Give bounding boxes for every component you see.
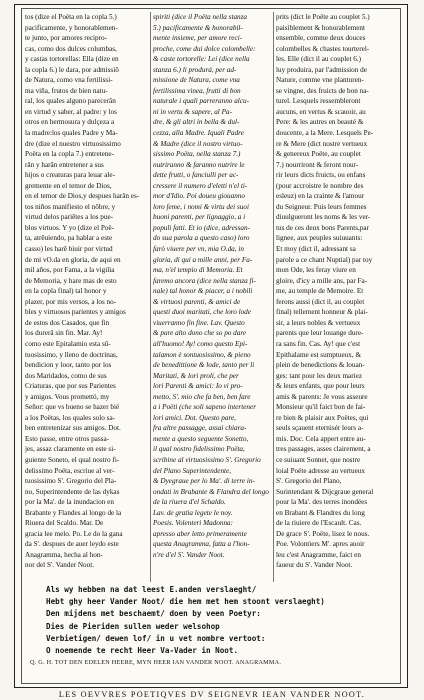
spanish-text-line: la copla 6.) le dara, por admissiõ — [25, 65, 119, 74]
italian-text-line: nutriranno & faranno nutrire le — [153, 160, 245, 169]
italian-text-line: questi duoi maritati, che loro lode — [153, 308, 251, 317]
italian-text-line: fra altre passagge, assai chiara- — [153, 424, 247, 433]
italian-text-line: del Plano Superintendente, — [153, 466, 232, 475]
italian-text-line: missione de Natura, come vna — [153, 76, 240, 85]
italian-text-line: mor d'Idio. Poi doueu giouanno — [153, 192, 245, 201]
spanish-text-line: guiente Soneto, el qual nostro fi- — [25, 455, 120, 464]
spanish-text-line: como este Epitalamio esta sû- — [25, 339, 111, 348]
french-text-line: ges: tant pour les deux mariez — [276, 371, 363, 380]
french-text-line: ensemble, comme deux douces — [276, 34, 366, 43]
french-text-line: gloire, d'icy a mille ans, par Fa- — [276, 276, 368, 285]
flemish-verse-line: Verbietigen/ dewen lof/ in u vet nombre vertoot: — [46, 633, 266, 643]
spanish-text-line: tos niños manifiesto el nôbre, y — [25, 202, 116, 211]
french-text-line: se vingne, des fruicts de bon na- — [276, 86, 369, 95]
flemish-verse-line: Den mijdens met beschaemt/ doen by veen Poetyr: — [46, 609, 261, 619]
italian-text-line: naturale i quali parreranno alcu- — [153, 97, 249, 106]
french-text-line: S'. Gregorio del Plano, — [276, 477, 342, 486]
french-text-line: prits (dict le Poëte au couplet 5.) — [276, 13, 370, 21]
french-text-line: mon Ode, les feray viure en — [276, 266, 356, 275]
italian-text-line: gloria, di qui a mille anni, per Fa- — [153, 255, 253, 264]
italian-text-line: talamon è sontuosissimo, & pieno — [153, 350, 251, 359]
french-text-line: leu c'est Anagramme, faict en — [276, 550, 361, 559]
italian-text-line: & pure alto dono che so po dare — [153, 329, 247, 338]
spanish-text-line: Esto passe, entre otros passa- — [25, 434, 110, 443]
italian-text-line: dette frutti, o fanciulli per ac- — [153, 171, 239, 180]
french-text-line: mis. Doc. Cela appert entre au- — [276, 434, 366, 443]
french-text-line: Nature, comme vne planturen- — [276, 76, 364, 85]
spanish-text-line: nor del S'. Vander Noot. — [25, 561, 95, 570]
italian-text-line: scribine al virtuosissimo S'. Gregorio — [153, 455, 261, 464]
italian-text-line: de la riuera d'el Schaldo. — [153, 498, 226, 507]
french-text-line: turel. Lesquels ressembleront — [276, 97, 361, 106]
italian-text-line: il qual nostro fidelissimo Poëta, — [153, 445, 245, 454]
spanish-text-line: ma viña, frutos de bien natu- — [25, 86, 108, 95]
spanish-text-line: en el temor de Dios,y despues harân es- — [25, 192, 140, 201]
spanish-text-line: de Memoria, y hare mas de esto — [25, 276, 117, 285]
spanish-text-line: bles y virtuosos parientes y amigos — [25, 308, 126, 317]
anagram-line: Q. G. H. TOT DEN EDELEN HEERE, MYN HEER IAN VANDER NOOT. ANAGRAMMA. — [30, 659, 282, 666]
french-text-line: Poe. Volontiers M'. apres auoir — [276, 540, 365, 549]
spanish-text-line: virtud delos pariêtes a los pue- — [25, 213, 114, 222]
french-text-line: sir, a leurs nobles & vertueux — [276, 318, 361, 327]
french-text-line: plein de benedictions & louan- — [276, 361, 365, 370]
french-text-line: Monsieur qu'il faict bon de fai- — [276, 403, 366, 412]
spanish-text-line: los durerâ sin fin. Mar. Ay! — [25, 329, 103, 338]
italian-text-line: de benedittione & lode, tanto per li — [153, 361, 255, 370]
italian-text-line: lori Parenti & amici: Io vi pro- — [153, 382, 243, 391]
spanish-text-line: tuosissimo, y lleno de doctrinas, — [25, 350, 118, 359]
french-text-line: de la riuiere de l'Escault. Cas. — [276, 519, 362, 528]
spanish-text-line: Anagramma, hecha al hon- — [25, 550, 103, 559]
french-text-line: me, au temple de Memoire. Et — [276, 287, 364, 296]
french-text-line: & genereux Poëte, au couplet — [276, 150, 361, 159]
french-text-line: & leurs enfants, que pour leurs — [276, 382, 365, 391]
italian-text-line: Maritati, & lori proli, che per — [153, 371, 239, 380]
spanish-text-line: dre (dize el nuestro virtuosissimo — [25, 139, 121, 148]
spanish-text-line: ben entretenizar sus amigos. Dot. — [25, 424, 121, 433]
spanish-text-line: rân y harân entretener a sus — [25, 160, 104, 169]
italian-text-line: nale) tal honor & piacer, a i nobili — [153, 287, 253, 296]
spanish-text-line: gremente en el temor de Dios, — [25, 181, 112, 190]
french-text-line: doucente, a la Mere. Lesquels Pe- — [276, 129, 374, 138]
spanish-text-line: otros en hermosura y dulçeza a — [25, 118, 115, 127]
italian-text-line: loro feme, i nomi & virtu dei suoi — [153, 202, 249, 211]
italian-column — [153, 12, 271, 582]
french-text-line: les. Elle (dict il au couplet 6.) — [276, 55, 362, 64]
spanish-text-line: no, Superintendente de las dykas — [25, 487, 120, 496]
french-text-line: parents que leur louange dure- — [276, 329, 364, 338]
italian-text-line: questa Anagramma, fatta a l'hon- — [153, 540, 250, 549]
spanish-text-line: y amigos. Vous promettó, my — [25, 392, 110, 401]
italian-text-line: ni in vertu & sapere, al Pa- — [153, 107, 232, 116]
italian-text-line: proche, come dui dolce colombelle: — [153, 44, 256, 53]
spanish-text-line: de estos dos Casados, que fin — [25, 318, 110, 327]
italian-text-line: spiriti (dice il Poëta nella stanza — [153, 13, 248, 21]
italian-text-line: viuerranno fin fine. Lav. Questo — [153, 318, 245, 327]
french-text-line: seuls sçauent eternisér leurs a- — [276, 424, 364, 433]
french-text-line: re & Mere (dict nostre vertueux — [276, 139, 368, 148]
italian-text-line: cressere il numero d'eletti n'el ti- — [153, 181, 248, 190]
french-text-line: Epithalame est sumptueux, & — [276, 350, 362, 359]
spanish-text-line: ral, los quales alguno parecerân — [25, 97, 116, 106]
spanish-text-line: tuosissimo S'. Gregorio del Pla- — [25, 477, 117, 486]
spanish-column — [25, 12, 148, 582]
italian-text-line: a i Poëti (che soli sapeno intertener — [153, 403, 256, 412]
italian-text-line: dre, & gli altri in bella & dul- — [153, 118, 240, 127]
italian-text-line: & caste tortorelle: Lei (dice nella — [153, 55, 250, 64]
french-text-line: colombelles & chastes tourterel- — [276, 44, 370, 53]
italian-text-line: stanza 6.) li produrá, per ad- — [153, 65, 237, 74]
french-text-line: ra sans fin. Cas. Ay! que c'est — [276, 339, 361, 348]
spanish-text-line: ta, atrêuiendo, pa hablar a este — [25, 234, 113, 243]
spanish-text-line: dos Maridados, como de sus — [25, 371, 107, 380]
french-text-line: du Seigneur. Puis leurs femmes — [276, 202, 367, 211]
spanish-text-line: por la Ma'. de la inundacion en — [25, 498, 114, 507]
french-text-line: ce suiuant Sonnet, que nostre — [276, 455, 361, 464]
french-text-line: De grace S'. Poëte, lisez le nous. — [276, 529, 370, 538]
italian-text-line: Lav. de gratia legete le noy. — [153, 508, 233, 517]
french-text-line: amis & parents: Je vous asseure — [276, 392, 368, 401]
spanish-text-line: Riuera del Scaldo. Mar. De — [25, 519, 104, 528]
french-text-line: Et moy (dict il, adressant sa — [276, 245, 356, 254]
italian-text-line: farò viuere per vn, mia O.da, in — [153, 245, 244, 254]
inner-frame — [21, 8, 401, 684]
page-footer-title: LES OEVVRES POETIQVES DV SEIGNEVR IEAN VANDER NOOT. — [58, 690, 366, 699]
italian-text-line: buoni parenti, per lignaggio, a i — [153, 213, 246, 222]
italian-text-line: 5.) pacificamente & honorabil- — [153, 23, 243, 32]
italian-text-line: n're d'el S'. Vander Noot. — [153, 550, 225, 559]
text-columns — [25, 12, 397, 582]
french-text-line: loial Poëte adresse au vertueux — [276, 466, 366, 475]
spanish-text-line: Brabante y Flandes al longo de la — [25, 508, 122, 517]
french-text-line: en Brabant & Flandres du long — [276, 508, 365, 517]
spanish-text-line: hijos o creaturas para leuar ale- — [25, 171, 115, 180]
spanish-text-line: cas, como dos dulces columbas, — [25, 44, 117, 53]
spanish-text-line: a los Poëtas, los quales solo sa- — [25, 413, 116, 422]
spanish-text-line: la madre:los quales Padre y Ma- — [25, 129, 118, 138]
spanish-text-line: gracia lee melo. Po. Le do la gana — [25, 529, 123, 538]
italian-text-line: populi fatti. Et io (dice, adressan- — [153, 223, 250, 232]
spanish-text-line: en virtud y saber, al padre: y los — [25, 107, 117, 116]
flemish-verse-line: Dies de Pieriden sullen weder welsohop — [46, 621, 220, 631]
spanish-text-line: blos virtuos. Y yo (dize el Poë- — [25, 223, 115, 232]
italian-text-line: ma, n'el tempio di Memoria. Et — [153, 266, 243, 275]
italian-text-line: & Madre (dice il nostro virtuo- — [153, 139, 243, 148]
french-text-line: Surintendant & Dijcgraue general — [276, 487, 374, 496]
french-text-line: final) tellement honneur & plai- — [276, 308, 368, 317]
italian-text-line: cezza, alla Madre. Iquali Padre — [153, 129, 244, 138]
spanish-text-line: mil años, por Fama, a la vigilia — [25, 266, 115, 275]
spanish-text-line: y castas tortorellas: Ella (dize en — [25, 55, 119, 64]
french-text-line: re bien & plaisir aux Poëtes, qui — [276, 413, 369, 422]
spanish-text-line: Poëta en la copla 7.) entretene- — [25, 150, 115, 159]
french-text-line: (pour accroistre le nombre des — [276, 181, 364, 190]
spanish-text-line: te junto, por amores recipro- — [25, 34, 108, 43]
column-divider — [150, 12, 151, 582]
italian-text-line: lori amici. Dot. Questo pare, — [153, 413, 236, 422]
french-text-line: aucuns, en vertus & scauoir, au — [276, 107, 366, 116]
page-frame — [14, 4, 408, 688]
spanish-text-line: de mi vO.da en gloria, de aqui en — [25, 255, 121, 264]
french-text-line: 7.) nourriront & feront nour- — [276, 160, 359, 169]
italian-text-line: metto, S'. mio che fa ben, ben fare — [153, 392, 251, 401]
spanish-text-line: pacificamente, y honorablemen- — [25, 23, 118, 32]
french-text-line: Pere: & les autres en beauté & — [276, 118, 364, 127]
italian-text-line: ondati in Brabante & Flandra del longo — [153, 487, 269, 496]
french-text-line: tus de ces deux bons Parents,par — [276, 223, 370, 232]
french-text-line: esleuz) en la crainte & l'amour — [276, 192, 365, 201]
french-text-line: tres passages, asses clairement, a — [276, 445, 371, 454]
french-text-line: paisiblement & honorablement — [276, 23, 366, 32]
italian-text-line: Poesis. Volenteri Madonna: — [153, 519, 234, 528]
italian-text-line: & virtuosi parenti, & amici de — [153, 297, 241, 306]
french-text-line: rir leurs dicts fruicts, ou enfans — [276, 171, 366, 180]
french-column — [276, 12, 399, 582]
italian-text-line: sissimo Poëta, nella stanza 7.) — [153, 150, 241, 159]
french-text-line: ferons aussi (dict il, au couplet — [276, 297, 365, 306]
italian-text-line: apresso aber letto primeramente — [153, 529, 247, 538]
french-text-line: parole a ce chant Nuptial) par toy — [276, 255, 373, 264]
flemish-verse-line: Als wy hebben na dat leest E.anden verslaeght/ — [46, 585, 257, 594]
french-text-line: diuulgueront les noms & les ver- — [276, 213, 371, 222]
column-divider — [273, 12, 274, 582]
italian-text-line: faremo ancora (dice nella stanza fi- — [153, 276, 256, 285]
italian-text-line: mente insieme, per amore reci- — [153, 34, 243, 43]
spanish-text-line: bendicion y loor, tanto por los — [25, 361, 112, 370]
spanish-text-line: delissimo Poëta, escriue al ver- — [25, 466, 115, 475]
flemish-verse — [46, 584, 394, 657]
spanish-text-line: plazer, por mis versos, a los no- — [25, 297, 117, 306]
italian-text-line: fertilissima vinea, frutti di bon — [153, 86, 241, 95]
italian-text-line: do sua parola a questo caso) loro — [153, 234, 250, 243]
french-text-line: pour la Ma'. des terres inondées — [276, 498, 368, 507]
spanish-text-line: da S'. despues de auer leydo este — [25, 540, 119, 549]
spanish-text-line: casso) les harê biuir por virtud — [25, 245, 113, 254]
spanish-text-line: de Natura, como vna fertilissi- — [25, 76, 113, 85]
italian-text-line: all'huomo! Ay! como questo Epi- — [153, 339, 248, 348]
italian-text-line: & Dyegraue per lo Ma'. di terre in- — [153, 477, 255, 486]
spanish-text-line: tos (dize el Poëta en la copla 5.) — [25, 13, 117, 21]
spanish-text-line: Criaturas, que por sus Parientes — [25, 382, 116, 391]
italian-text-line: mente a questo seguente Sonetto, — [153, 434, 249, 443]
flemish-verse-line: O noemende te recht Heer Va-Vader in Noot. — [46, 646, 239, 656]
flemish-verse-line: Hebt ghy heer Vander Noot/ die hem met hem stoont verslaeght) — [46, 597, 325, 607]
french-text-line: faueur du S'. Vander Noot. — [276, 561, 353, 570]
spanish-text-line: jes, assaz claramente en este si- — [25, 445, 116, 454]
french-text-line: lignee, aux peuples suiuuants: — [276, 234, 363, 243]
spanish-text-line: Señor: que vs bueno se hazer bié — [25, 403, 120, 412]
spanish-text-line: en la copla final) tal honor y — [25, 287, 107, 296]
french-text-line: luy produira, par l'admission de — [276, 65, 367, 74]
